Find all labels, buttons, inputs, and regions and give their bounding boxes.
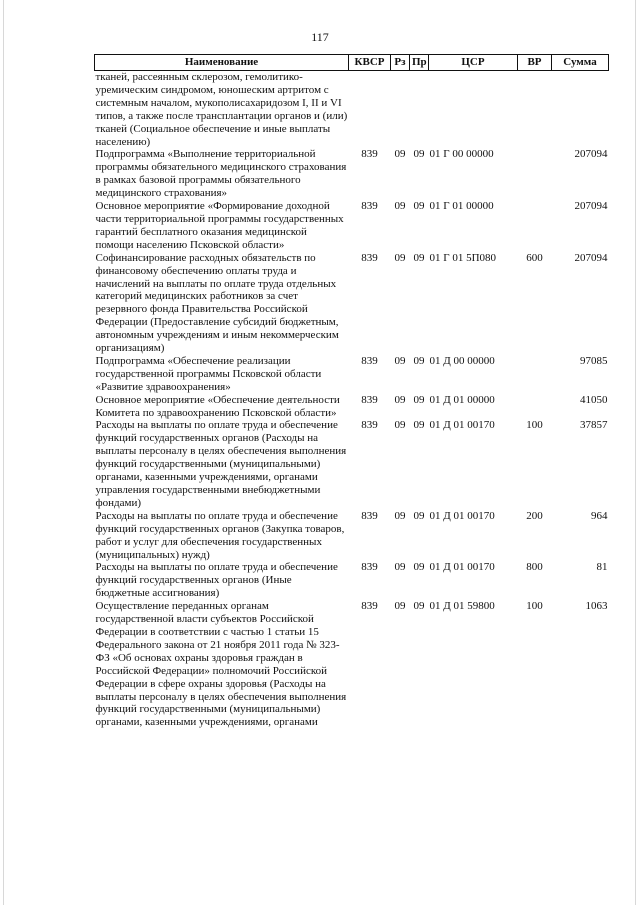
cell-csr: 01 Г 01 00000 xyxy=(429,200,494,213)
cell-pr: 09 xyxy=(413,600,425,613)
cell-rz: 09 xyxy=(394,393,406,406)
cell-csr xyxy=(429,71,518,149)
cell-sum: 97085 xyxy=(580,354,608,367)
cell-csr: 01 Д 01 00170 xyxy=(429,509,495,522)
cell-rz: 09 xyxy=(394,419,406,432)
cell-rz: 09 xyxy=(394,354,406,367)
cell-rz xyxy=(391,71,410,149)
cell-kvsr: 839 xyxy=(361,200,378,213)
budget-table xyxy=(94,54,609,729)
table-row xyxy=(95,252,609,355)
cell-pr: 09 xyxy=(413,393,425,406)
cell-name: Расходы на выплаты по оплате труда и обеспечение функций государственных органов (Иные бюджетные ассигнования) xyxy=(95,561,338,600)
cell-vr xyxy=(518,71,552,149)
cell-sum: 41050 xyxy=(580,393,608,406)
cell-pr: 09 xyxy=(413,419,425,432)
cell-kvsr: 839 xyxy=(361,600,378,613)
table-row xyxy=(95,148,609,200)
cell-name: Основное мероприятие «Формирование доходной части территориальной программы государственных гарантий бесплатного оказания медицинской помощи населению Псковской области» xyxy=(95,200,344,251)
cell-sum: 964 xyxy=(591,509,608,522)
cell-pr: 09 xyxy=(413,561,425,574)
table-header-row xyxy=(95,55,609,71)
cell-vr: 100 xyxy=(526,600,543,613)
cell-rz: 09 xyxy=(394,509,406,522)
cell-name: Расходы на выплаты по оплате труда и обеспечение функций государственных органов (Закупка товаров, работ и услуг для обеспечения государственных (муниципальных) нужд) xyxy=(95,509,345,561)
cell-sum: 207094 xyxy=(574,148,608,161)
cell-csr: 01 Г 00 00000 xyxy=(429,148,494,161)
cell-vr xyxy=(518,200,552,252)
cell-pr: 09 xyxy=(413,200,425,213)
header-vr: ВР xyxy=(518,55,552,71)
header-pr: Пр xyxy=(410,55,429,71)
cell-sum xyxy=(552,71,609,149)
cell-vr: 200 xyxy=(526,509,543,522)
cell-vr xyxy=(518,355,552,394)
cell-csr: 01 Г 01 5П080 xyxy=(429,251,497,264)
table-row xyxy=(95,394,609,420)
cell-name: тканей, рассеянным склерозом, гемолитико-уремическим синдромом, юношеским артритом с системным началом, мукополисахаридозом I, II и VI типов, а также после трансплантации органов и (или) тканей (Социальное обеспечение и иные выплаты населению) xyxy=(95,71,348,148)
cell-name: Основное мероприятие «Обеспечение деятельности Комитета по здравоохранению Псковской области» xyxy=(95,393,340,419)
cell-pr: 09 xyxy=(413,509,425,522)
header-sum: Сумма xyxy=(552,55,609,71)
cell-csr: 01 Д 01 59800 xyxy=(429,600,495,613)
cell-kvsr: 839 xyxy=(361,148,378,161)
cell-vr xyxy=(518,394,552,420)
cell-csr: 01 Д 00 00000 xyxy=(429,354,495,367)
cell-rz: 09 xyxy=(394,561,406,574)
cell-rz: 09 xyxy=(394,148,406,161)
cell-name: Подпрограмма «Выполнение территориальной программы обязательного медицинского страхования в рамках базовой программы обязательного медицинского страхования» xyxy=(95,148,347,200)
scan-edge-left xyxy=(3,0,4,905)
cell-kvsr: 839 xyxy=(361,561,378,574)
header-kvsr: КВСР xyxy=(349,55,391,71)
cell-pr: 09 xyxy=(413,354,425,367)
table-row xyxy=(95,200,609,252)
cell-csr: 01 Д 01 00170 xyxy=(429,561,495,574)
table-row xyxy=(95,600,609,729)
cell-kvsr: 839 xyxy=(361,354,378,367)
table-body xyxy=(95,71,609,730)
cell-name: Подпрограмма «Обеспечение реализации государственной программы Псковской области «Развитие здравоохранения» xyxy=(95,354,322,393)
page-number: 117 xyxy=(311,30,329,44)
cell-pr xyxy=(410,71,429,149)
table-row xyxy=(95,419,609,509)
cell-kvsr: 839 xyxy=(361,251,378,264)
cell-kvsr: 839 xyxy=(361,393,378,406)
cell-rz: 09 xyxy=(394,600,406,613)
cell-vr xyxy=(518,148,552,200)
cell-sum: 81 xyxy=(596,561,608,574)
table-row xyxy=(95,71,609,149)
cell-rz: 09 xyxy=(394,251,406,264)
cell-vr: 100 xyxy=(526,419,543,432)
cell-rz: 09 xyxy=(394,200,406,213)
cell-vr: 800 xyxy=(526,561,543,574)
cell-pr: 09 xyxy=(413,251,425,264)
table-row xyxy=(95,355,609,394)
cell-csr: 01 Д 01 00000 xyxy=(429,393,495,406)
cell-kvsr: 839 xyxy=(361,509,378,522)
cell-name: Расходы на выплаты по оплате труда и обеспечение функций государственных органов (Расходы на выплаты персоналу в целях обеспечения выполнения функций государственными (муниципальными) органами, казенными учреждениями, органами управления государственными внебюджетными фондами) xyxy=(95,419,347,509)
cell-sum: 207094 xyxy=(574,251,608,264)
header-csr: ЦСР xyxy=(429,55,518,71)
scan-edge-right xyxy=(635,0,636,905)
table-row xyxy=(95,561,609,600)
cell-vr: 600 xyxy=(526,251,543,264)
cell-pr: 09 xyxy=(413,148,425,161)
cell-name: Осуществление переданных органам государственной власти субъектов Российской Федерации в соответствии с частью 1 статьи 15 Федерального закона от 21 ноября 2011 года № 323-ФЗ «Об основах охраны здоровья граждан в Российской Федерации» полномочий Российской Федерации в сфере охраны здоровья (Расходы на выплаты персоналу в целях обеспечения выполнения функций государственными (муниципальными) органами, казенными учреждениями, органами xyxy=(95,600,347,729)
header-name: Наименование xyxy=(95,55,349,71)
cell-kvsr xyxy=(349,71,391,149)
cell-kvsr: 839 xyxy=(361,419,378,432)
header-rz: Рз xyxy=(391,55,410,71)
cell-sum: 37857 xyxy=(580,419,608,432)
table-row xyxy=(95,510,609,562)
cell-sum: 1063 xyxy=(585,600,608,613)
cell-sum: 207094 xyxy=(574,200,608,213)
cell-csr: 01 Д 01 00170 xyxy=(429,419,495,432)
cell-name: Софинансирование расходных обязательств по финансовому обеспечению оплаты труда и начислений на выплаты по оплате труда отдельных категорий медицинских работников за счет резервного фонда Правительства Российской Федерации (Предоставление субсидий бюджетным, автономным учреждениям и иным некоммерческим организациям) xyxy=(95,251,339,355)
